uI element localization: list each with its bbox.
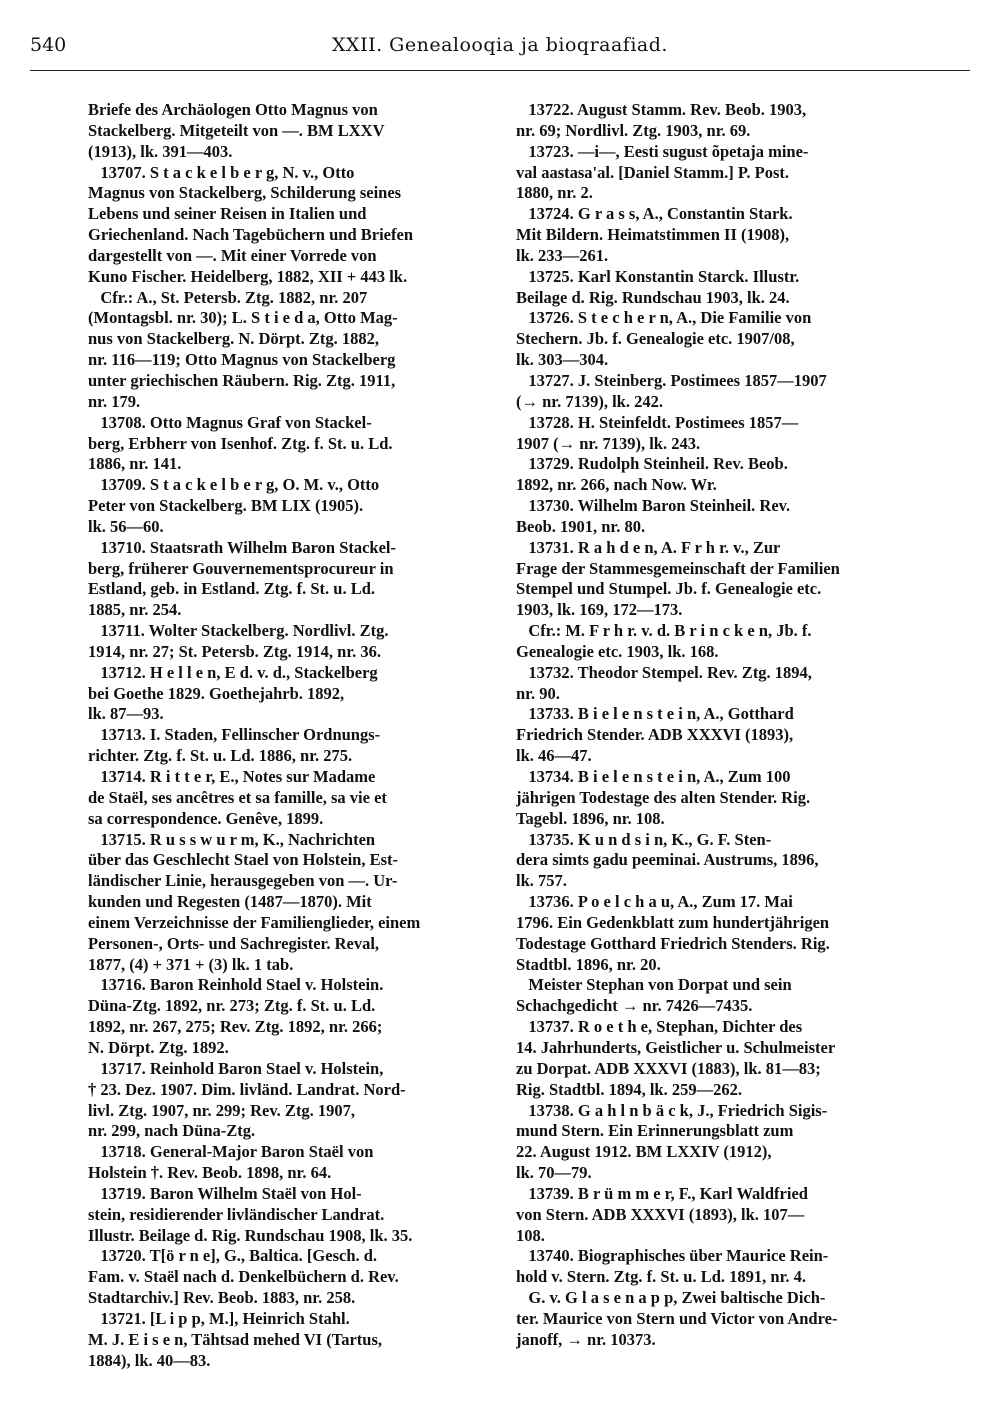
header-rule xyxy=(30,70,970,71)
text-line: 13722. August Stamm. Rev. Beob. 1903, xyxy=(516,100,807,119)
text-line: Personen-, Orts- und Sachregister. Reval, xyxy=(88,933,380,953)
text-line: Lebens und seiner Reisen in Italien und xyxy=(88,204,367,224)
text-line: M. J. E i s e n, Tähtsad mehed VI (Tartus, xyxy=(88,1329,382,1349)
text-line: 13725. Karl Konstantin Starck. Illustr. xyxy=(516,266,800,286)
text-line: Düna-Ztg. 1892, nr. 273; Ztg. f. St. u. Ld. xyxy=(88,996,376,1016)
text-line: Mit Bildern. Heimatstimmen II (1908), xyxy=(516,225,790,245)
text-line: Estland, geb. in Estland. Ztg. f. St. u. Ld. xyxy=(88,579,376,599)
text-line: 13720. T[ö r n e], G., Baltica. [Gesch. d. xyxy=(88,1246,378,1266)
text-line: nr. 299, nach Düna-Ztg. xyxy=(88,1121,256,1141)
text-line: zu Dorpat. ADB XXXVI (1883), lk. 81—83; xyxy=(516,1058,821,1078)
text-line: lk. 70—79. xyxy=(516,1163,592,1183)
text-line: Illustr. Beilage d. Rig. Rundschau 1908, lk. 35. xyxy=(88,1225,413,1245)
text-line: 13717. Reinhold Baron Stael v. Holstein, xyxy=(88,1058,384,1078)
text-line: 1877, (4) + 371 + (3) lk. 1 tab. xyxy=(88,954,294,974)
text-line: Stadtarchiv.] Rev. Beob. 1883, nr. 258. xyxy=(88,1288,356,1308)
text-line: Schachgedicht → nr. 7426—7435. xyxy=(516,996,753,1016)
text-line: Griechenland. Nach Tagebüchern und Briefen xyxy=(88,225,413,245)
text-line: Briefe des Archäologen Otto Magnus von xyxy=(88,100,378,119)
text-line: janoff, → nr. 10373. xyxy=(516,1329,656,1349)
text-line: 13730. Wilhelm Baron Steinheil. Rev. xyxy=(516,496,791,516)
text-line: Todestage Gotthard Friedrich Stenders. Rig. xyxy=(516,933,830,953)
text-line: 13718. General-Major Baron Staël von xyxy=(88,1142,374,1162)
text-line: 1886, nr. 141. xyxy=(88,454,182,474)
text-line: 1884), lk. 40—83. xyxy=(88,1350,211,1370)
text-line: 1892, nr. 266, nach Now. Wr. xyxy=(516,475,717,495)
text-line: nr. 69; Nordlivl. Ztg. 1903, nr. 69. xyxy=(516,120,751,140)
page-number: 540 xyxy=(30,34,67,56)
text-line: 1892, nr. 267, 275; Rev. Ztg. 1892, nr. 266; xyxy=(88,1017,383,1037)
text-line: lk. 46—47. xyxy=(516,746,592,766)
text-line: Cfr.: M. F r h r. v. d. B r i n c k e n, Jb. f. xyxy=(516,621,812,641)
text-line: jährigen Todestage des alten Stender. Rig. xyxy=(516,787,811,807)
text-line: dera simts gadu peeminai. Austrums, 1896, xyxy=(516,850,819,870)
text-line: berg, früherer Gouvernementsprocureur in xyxy=(88,558,394,578)
text-line: Magnus von Stackelberg, Schilderung seines xyxy=(88,183,402,203)
text-line: einem Verzeichnisse der Familienglieder, einem xyxy=(88,912,421,932)
text-line: Beob. 1901, nr. 80. xyxy=(516,516,646,536)
text-line: 13719. Baron Wilhelm Staël von Hol- xyxy=(88,1183,362,1203)
text-line: Beilage d. Rig. Rundschau 1903, lk. 24. xyxy=(516,287,790,307)
text-line: 1885, nr. 254. xyxy=(88,600,182,620)
text-line: Peter von Stackelberg. BM LIX (1905). xyxy=(88,496,364,516)
text-line: 1914, nr. 27; St. Petersb. Ztg. 1914, nr. 36. xyxy=(88,641,382,661)
text-line: G. v. G l a s e n a p p, Zwei baltische Dich- xyxy=(516,1288,826,1308)
text-line: 13707. S t a c k e l b e r g, N. v., Otto xyxy=(88,162,355,182)
text-line: lk. 757. xyxy=(516,871,567,891)
text-line: 13708. Otto Magnus Graf von Stackel- xyxy=(88,412,372,432)
text-line: 13738. G a h l n b ä c k, J., Friedrich Sigis- xyxy=(516,1100,828,1120)
text-line: 13736. P o e l c h a u, A., Zum 17. Mai xyxy=(516,892,793,912)
text-line: nr. 179. xyxy=(88,391,141,411)
text-line: 13724. G r a s s, A., Constantin Stark. xyxy=(516,204,793,224)
text-line: 13733. B i e l e n s t e i n, A., Gotthard xyxy=(516,704,794,724)
text-line: Stechern. Jb. f. Genealogie etc. 1907/08, xyxy=(516,329,795,349)
text-line: unter griechischen Räubern. Rig. Ztg. 1911, xyxy=(88,370,396,390)
text-line: 13731. R a h d e n, A. F r h r. v., Zur xyxy=(516,537,781,557)
text-line: lk. 56—60. xyxy=(88,516,164,536)
text-line: Tagebl. 1896, nr. 108. xyxy=(516,808,665,828)
text-line: Holstein †. Rev. Beob. 1898, nr. 64. xyxy=(88,1163,332,1183)
text-line: lk. 233—261. xyxy=(516,245,609,265)
text-line: dargestellt von —. Mit einer Vorrede von xyxy=(88,245,377,265)
text-line: Frage der Stammesgemeinschaft der Familien xyxy=(516,558,840,578)
text-line: ter. Maurice von Stern und Victor von Andre- xyxy=(516,1308,838,1328)
text-line: ländischer Linie, herausgegeben von —. Ur- xyxy=(88,871,398,891)
text-line: 13726. S t e c h e r n, A., Die Familie von xyxy=(516,308,812,328)
text-line: 13714. R i t t e r, E., Notes sur Madame xyxy=(88,767,376,786)
text-line: 13737. R o e t h e, Stephan, Dichter des xyxy=(516,1017,803,1037)
text-line: 13709. S t a c k e l b e r g, O. M. v., Otto xyxy=(88,475,380,495)
text-line: de Staël, ses ancêtres et sa famille, sa vie et xyxy=(88,787,387,807)
text-line: 13728. H. Steinfeldt. Postimees 1857— xyxy=(516,412,799,432)
text-line: 13716. Baron Reinhold Stael v. Holstein. xyxy=(88,975,384,995)
text-line: lk. 87—93. xyxy=(88,704,164,724)
text-line: 13729. Rudolph Steinheil. Rev. Beob. xyxy=(516,454,788,474)
text-line: 1907 (→ nr. 7139), lk. 243. xyxy=(516,433,701,453)
page-header xyxy=(0,34,1000,74)
text-line: mund Stern. Ein Erinnerungsblatt zum xyxy=(516,1121,794,1141)
text-line: 13713. I. Staden, Fellinscher Ordnungs- xyxy=(88,725,381,745)
right-column xyxy=(516,100,940,1351)
text-line: (Montagsbl. nr. 30); L. S t i e d a, Otto Mag- xyxy=(88,308,398,328)
text-line: 14. Jahrhunderts, Geistlicher u. Schulmeister xyxy=(516,1037,836,1057)
text-line: 13727. J. Steinberg. Postimees 1857—1907 xyxy=(516,370,827,390)
running-title: XXII. Genealooqia ja bioqraafiad. xyxy=(332,34,668,56)
text-line: Meister Stephan von Dorpat und sein xyxy=(516,975,792,995)
text-line: 13712. H e l l e n, E d. v. d., Stackelberg xyxy=(88,662,378,682)
text-line: livl. Ztg. 1907, nr. 299; Rev. Ztg. 1907, xyxy=(88,1100,356,1120)
text-line: 13715. R u s s w u r m, K., Nachrichten xyxy=(88,829,376,849)
text-line: sa correspondence. Genêve, 1899. xyxy=(88,808,324,828)
text-line: von Stern. ADB XXXVI (1893), lk. 107— xyxy=(516,1204,805,1224)
text-line: (1913), lk. 391—403. xyxy=(88,141,233,161)
text-line: nr. 90. xyxy=(516,683,560,703)
text-line: über das Geschlecht Stael von Holstein, Est- xyxy=(88,850,398,870)
text-line: 13721. [L i p p, M.], Heinrich Stahl. xyxy=(88,1308,350,1328)
text-line: Stadtbl. 1896, nr. 20. xyxy=(516,954,661,974)
text-line: 22. August 1912. BM LXXIV (1912), xyxy=(516,1142,772,1162)
text-line: richter. Ztg. f. St. u. Ld. 1886, nr. 275. xyxy=(88,746,353,766)
text-line: 108. xyxy=(516,1225,545,1245)
text-line: Friedrich Stender. ADB XXXVI (1893), xyxy=(516,725,794,745)
text-line: 13735. K u n d s i n, K., G. F. Sten- xyxy=(516,829,772,849)
left-column xyxy=(88,100,486,1371)
text-line: lk. 303—304. xyxy=(516,350,609,370)
text-line: stein, residierender livländischer Landrat. xyxy=(88,1204,385,1224)
text-line: 1903, lk. 169, 172—173. xyxy=(516,600,683,620)
text-line: 1880, nr. 2. xyxy=(516,183,593,203)
text-line: Cfr.: A., St. Petersb. Ztg. 1882, nr. 207 xyxy=(88,287,368,307)
text-line: 13734. B i e l e n s t e i n, A., Zum 100 xyxy=(516,767,791,786)
text-line: kunden und Regesten (1487—1870). Mit xyxy=(88,892,372,912)
text-line: bei Goethe 1829. Goethejahrb. 1892, xyxy=(88,683,345,703)
text-line: nus von Stackelberg. N. Dörpt. Ztg. 1882, xyxy=(88,329,380,349)
text-line: hold v. Stern. Ztg. f. St. u. Ld. 1891, nr. 4. xyxy=(516,1267,807,1287)
text-line: berg, Erbherr von Isenhof. Ztg. f. St. u. Ld. xyxy=(88,433,393,453)
text-line: nr. 116—119; Otto Magnus von Stackelberg xyxy=(88,350,396,370)
text-line: N. Dörpt. Ztg. 1892. xyxy=(88,1037,229,1057)
text-line: Stempel und Stumpel. Jb. f. Genealogie etc. xyxy=(516,579,822,599)
text-line: (→ nr. 7139), lk. 242. xyxy=(516,391,663,411)
text-line: Rig. Stadtbl. 1894, lk. 259—262. xyxy=(516,1079,742,1099)
text-line: 13739. B r ü m m e r, F., Karl Waldfried xyxy=(516,1183,808,1203)
text-line: 13710. Staatsrath Wilhelm Baron Stackel- xyxy=(88,537,397,557)
text-line: Stackelberg. Mitgeteilt von —. BM LXXV xyxy=(88,120,385,140)
text-line: 13711. Wolter Stackelberg. Nordlivl. Ztg. xyxy=(88,621,389,641)
text-line: val aastasa'al. [Daniel Stamm.] P. Post. xyxy=(516,162,790,182)
text-line: 1796. Ein Gedenkblatt zum hundertjährigen xyxy=(516,912,830,932)
text-line: 13723. —i—, Eesti sugust õpetaja mine- xyxy=(516,141,809,161)
text-line: Genealogie etc. 1903, lk. 168. xyxy=(516,641,719,661)
text-line: 13732. Theodor Stempel. Rev. Ztg. 1894, xyxy=(516,662,812,682)
text-line: Fam. v. Staël nach d. Denkelbüchern d. Rev. xyxy=(88,1267,399,1287)
text-line: † 23. Dez. 1907. Dim. livländ. Landrat. Nord- xyxy=(88,1079,406,1099)
text-line: Kuno Fischer. Heidelberg, 1882, XII + 443 lk. xyxy=(88,266,408,286)
text-line: 13740. Biographisches über Maurice Rein- xyxy=(516,1246,829,1266)
